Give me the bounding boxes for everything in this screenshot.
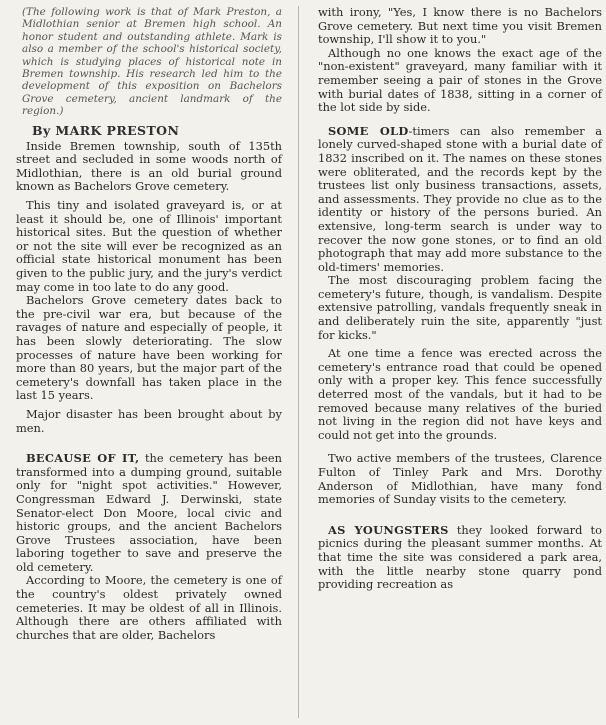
lead-in-some: SOME OLD <box>328 123 409 138</box>
paragraph-youngsters <box>318 524 602 592</box>
paragraph: with irony, "Yes, I know there is no Bachelors Grove cemetery. But next time you visit Bremen township, I'll show it to you." <box>318 5 602 47</box>
paragraph-text: the cemetery has been transformed into a dumping ground, suitable only for "night spot activities." However, Congressman Edward J. Derwinski, state Senator-elect Don Moore, local civic and historic groups, and the ancient Bachelors Grove Trustees association, have been laboring together to save and preserve the old cemetery. <box>16 451 282 574</box>
paragraph-text: -timers can also remember a lonely curved-shaped stone with a burial date of 1832 inscribed on it. The names on these stones were obliterated, and the records kept by the trustees list only business transactions, assets, and assessments. They provide no clue as to the identity or history of the persons buried. An extensive, long-term search is under way to recover the now gone stones, or to find an old photograph that may add more substance to the old-timers' memories. <box>318 123 602 274</box>
byline: By MARK PRESTON <box>32 122 180 138</box>
paragraph: This tiny and isolated graveyard is, or at least it should be, one of Illinois' important historical sites. But the question of whether or not the site will ever be recognized as an official state historical monument has been given to the public jury, and the jury's verdict may come in too late to do any good. <box>16 198 282 294</box>
right-column <box>318 6 602 592</box>
paragraph: Two active members of the trustees, Clarence Fulton of Tinley Park and Mrs. Dorothy Anderson of Midlothian, have many fond memories of Sunday visits to the cemetery. <box>318 451 602 507</box>
paragraph-because <box>16 452 282 574</box>
paragraph: According to Moore, the cemetery is one of the country's oldest privately owned cemeteries. It may be oldest of all in Illinois. Although there are others affiliated with churches that are older, Bachelors <box>16 573 282 642</box>
lead-in-youngsters: AS YOUNGSTERS <box>328 522 449 537</box>
left-column <box>16 6 282 642</box>
lead-in-because: BECAUSE OF IT, <box>26 451 140 466</box>
column-divider <box>298 6 299 718</box>
paragraph: Bachelors Grove cemetery dates back to the pre-civil war era, but because of the ravages of nature and especially of people, it has been slowly deteriorating. The slow processes of nature have been working for more than 80 years, but the major part of the cemetery's downfall has taken place in the last 15 years. <box>16 293 282 403</box>
editor-note: (The following work is that of Mark Preston, a Midlothian senior at Bremen high school. An honor student and outstanding athlete. Mark is also a member of the school's historical society, which is studying places of historical note in Bremen township. His research led him to the development of this exposition on Bachelors Grove cemetery, ancient landmark of the region.) <box>22 6 282 118</box>
paragraph-text: they looked forward to picnics during the pleasant summer months. At that time the site was considered a park area, with the little nearby stone quarry pond providing recreation as <box>318 522 602 592</box>
paragraph: Inside Bremen township, south of 135th street and secluded in some woods north of Midlothian, there is an old burial ground known as Bachelors Grove cemetery. <box>16 138 282 194</box>
paragraph: At one time a fence was erected across the cemetery's entrance road that could be opened only with a proper key. This fence successfully deterred most of the vandals, but it had to be removed because many relatives of the buried not living in the region did not have keys and could not get into the grounds. <box>318 346 602 442</box>
paragraph: Although no one knows the exact age of the "non-existent" graveyard, many familiar with it remember seeing a pair of stones in the Grove with burial dates of 1838, sitting in a corner of the lot side by side. <box>318 45 602 115</box>
paragraph: Major disaster has been brought about by men. <box>16 406 282 435</box>
paragraph: The most discouraging problem facing the cemetery's future, though, is vandalism. Despite extensive patrolling, vandals frequently sneak in and deliberately ruin the site, apparently "just for kicks." <box>318 273 602 342</box>
paragraph-some <box>318 125 602 275</box>
